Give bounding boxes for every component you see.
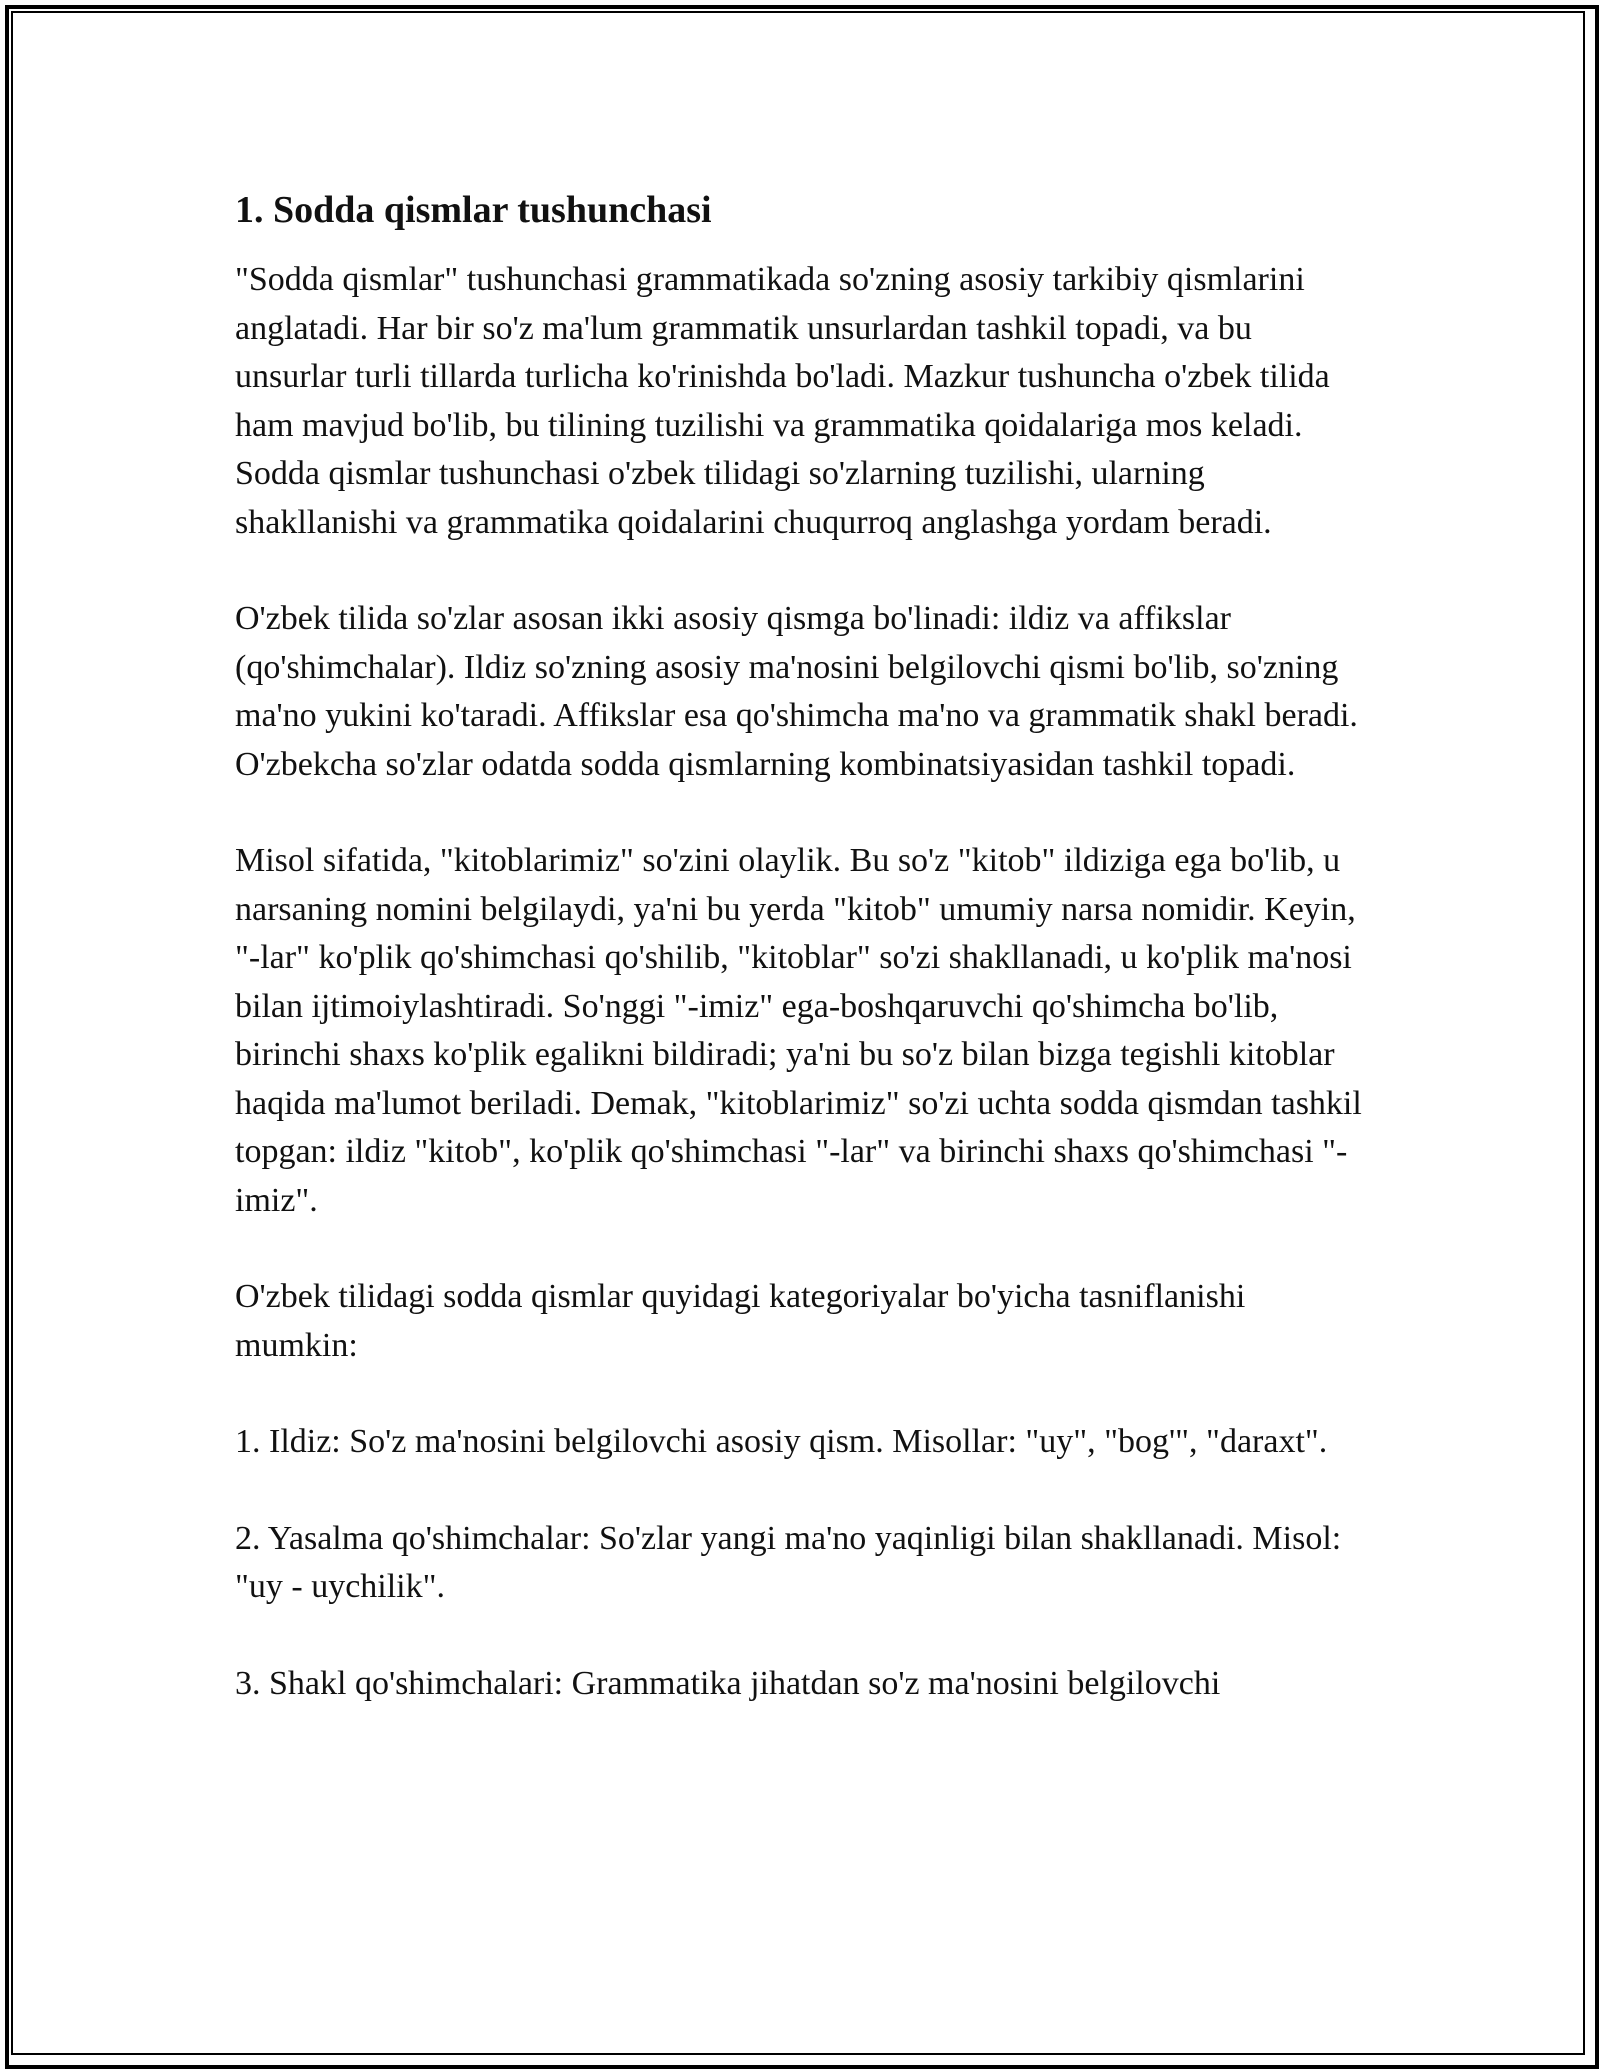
- paragraph-intro: "Sodda qismlar" tushunchasi grammatikada so'zning asosiy tarkibiy qismlarini anglatadi. Har bir so'z ma'lum grammatik unsurlardan tashkil topadi, va bu unsurlar turli tillarda turlicha ko'rinishda bo'ladi. Mazkur tushuncha o'zbek tilida ham mavjud bo'lib, bu tilining tuzilishi va grammatika qoidalariga mos keladi. Sodda qismlar tushunchasi o'zbek tilidagi so'zlarning tuzilishi, ularning shakllanishi va grammatika qoidalarini chuqurroq anglashga yordam beradi.: [235, 261, 1330, 541]
- paragraph-example: Misol sifatida, "kitoblarimiz" so'zini olaylik. Bu so'z "kitob" ildiziga ega bo'lib, u narsaning nomini belgilaydi, ya'ni bu yerda "kitob" umumiy narsa nomidir. Keyin, "-lar" ko'plik qo'shimchasi qo'shilib, "kitoblar" so'zi shakllanadi, u ko'plik ma'nosi bilan ijtimoiylashtiradi. So'nggi "-imiz" ega-boshqaruvchi qo'shimcha bo'lib, birinchi shaxs ko'plik egalikni bildiradi; ya'ni bu so'z bilan bizga tegishli kitoblar haqida ma'lumot beriladi. Demak, "kitoblarimiz" so'zi uchta sodda qismdan tashkil topgan: ildiz "kitob", ko'plik qo'shimchasi "-lar" va birinchi shaxs qo'shimchasi "-imiz".: [235, 842, 1362, 1219]
- section-heading: 1. Sodda qismlar tushunchasi: [235, 189, 712, 231]
- paragraph-root-and-affixes: O'zbek tilida so'zlar asosan ikki asosiy qismga bo'linadi: ildiz va affikslar (qo'shimchalar). Ildiz so'zning asosiy ma'nosini belgilovchi qismi bo'lib, so'zning ma'no yukini ko'taradi. Affikslar esa qo'shimcha ma'no va grammatik shakl beradi. O'zbekcha so'zlar odatda sodda qismlarning kombinatsiyasidan tashkil topadi.: [235, 600, 1358, 783]
- paragraph-categories-intro: O'zbek tilidagi sodda qismlar quyidagi kategoriyalar bo'yicha tasniflanishi mumkin:: [235, 1278, 1246, 1364]
- list-item-derivational-suffixes: 2. Yasalma qo'shimchalar: So'zlar yangi ma'no yaqinligi bilan shakllanadi. Misol: "uy - uychilik".: [235, 1519, 1342, 1605]
- list-item-root: 1. Ildiz: So'z ma'nosini belgilovchi asosiy qism. Misollar: "uy", "bog'", "daraxt".: [235, 1423, 1328, 1460]
- document-body: [235, 186, 1365, 1756]
- list-item-inflectional-suffixes: 3. Shakl qo'shimchalari: Grammatika jihatdan so'z ma'nosini belgilovchi: [235, 1664, 1221, 1702]
